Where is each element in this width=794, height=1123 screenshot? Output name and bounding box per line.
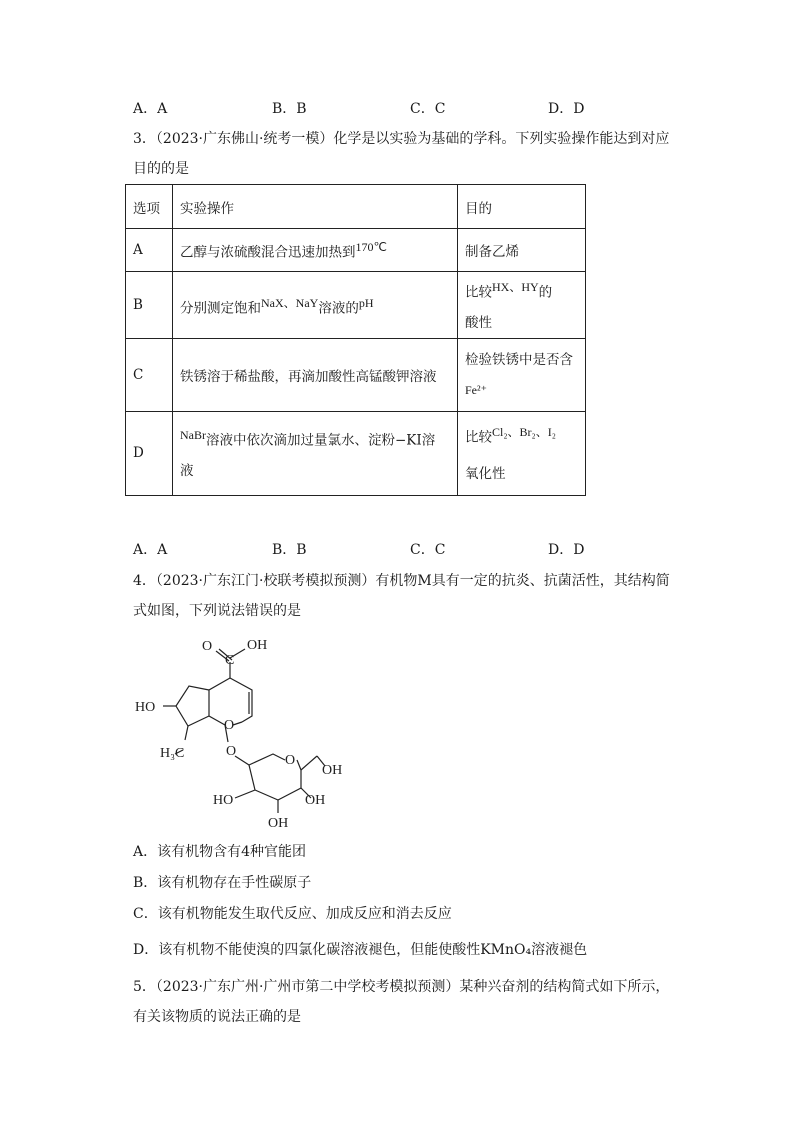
row-b-operation: [173, 272, 458, 339]
q5-stem-line1: 5．（2023·广东广州·广州市第二中学校考模拟预测）某种兴奋剂的结构简式如下所示，: [133, 979, 670, 995]
row-b-option: B: [126, 272, 173, 339]
label-ho-left: HO: [135, 700, 156, 715]
label-c-acid: C: [225, 653, 235, 668]
label-oh-sugar-bottom: OH: [268, 816, 289, 831]
row-d-operation: [173, 411, 458, 495]
prev-option-d: D．D: [548, 101, 585, 117]
label-o-ring: O: [224, 718, 235, 733]
table-row: [126, 229, 586, 272]
row-c-purpose: [458, 338, 586, 411]
row-b-purpose-text: 比较: [465, 284, 492, 301]
table-header-row: [126, 185, 586, 229]
row-d-halogens: Cl₂、Br₂、I₂: [492, 425, 556, 440]
label-oh-top: OH: [247, 638, 268, 653]
q4-structure-diagram: [125, 630, 365, 835]
row-a-operation-text: 乙醇与浓硫酸混合迅速加热到: [180, 244, 356, 261]
row-a-option: A: [126, 229, 173, 272]
row-b-acids: HX、HY: [492, 280, 539, 294]
row-d-operation-text2: 液: [180, 462, 194, 479]
row-b-salts: NaX、NaY: [261, 295, 319, 310]
label-h3c: H₃C: [160, 746, 185, 761]
label-o-link: O: [226, 744, 237, 759]
row-a-operation: [173, 229, 458, 272]
row-c-option: C: [126, 338, 173, 411]
q5-stem-line2: 有关该物质的说法正确的是: [133, 1009, 301, 1025]
table-row: [126, 338, 586, 411]
q4-choice-a: A．该有机物含有4种官能团: [133, 844, 307, 860]
row-d-option: D: [126, 411, 173, 495]
row-a-temperature: 170℃: [355, 239, 387, 254]
row-b-operation-text: 分别测定饱和: [180, 300, 261, 316]
header-purpose: 目的: [458, 185, 586, 229]
row-b-ph: pH: [358, 295, 374, 310]
q4-stem-line2: 式如图，下列说法错误的是: [133, 603, 301, 619]
label-ho-sugar-left: HO: [213, 793, 234, 808]
label-oh-ch2: OH: [322, 763, 343, 778]
q3-option-d: D．D: [548, 542, 585, 558]
header-option: 选项: [126, 185, 173, 229]
q3-option-a: A．A: [133, 542, 168, 558]
prev-option-b: B．B: [272, 101, 307, 117]
table-row: [126, 272, 586, 339]
row-d-nabr: NaBr: [180, 428, 206, 443]
row-d-operation-text: 溶液中依次滴加过量氯水、淀粉−KI溶: [206, 432, 436, 449]
row-a-purpose: 制备乙烯: [458, 229, 586, 272]
table-row: [126, 411, 586, 495]
row-c-ion: Fe²⁺: [465, 382, 487, 397]
prev-option-c: C．C: [410, 101, 446, 117]
q3-option-b: B．B: [272, 542, 307, 558]
prev-option-a: A．A: [133, 101, 168, 117]
header-operation: 实验操作: [173, 185, 458, 229]
row-b-purpose: [458, 272, 586, 339]
row-b-purpose-text3: 酸性: [465, 314, 492, 331]
q4-choice-c: C．该有机物能发生取代反应、加成反应和消去反应: [133, 906, 452, 922]
label-o-carbonyl: O: [202, 639, 213, 654]
q3-experiment-table: [125, 184, 586, 496]
row-d-purpose: [458, 411, 586, 495]
q3-stem-line1: 3．（2023·广东佛山·统考一模）化学是以实验为基础的学科。下列实验操作能达到对应: [133, 131, 670, 147]
label-oh-sugar-right: OH: [305, 793, 326, 808]
q3-stem-line2: 目的的是: [133, 161, 189, 177]
q3-option-c: C．C: [410, 542, 446, 558]
row-c-purpose-text: 检验铁锈中是否含: [465, 351, 573, 368]
row-d-purpose-text: 比较: [465, 429, 492, 446]
row-b-operation-text2: 溶液的: [318, 300, 359, 316]
q4-choice-b: B．该有机物存在手性碳原子: [133, 875, 312, 891]
row-c-operation: 铁锈溶于稀盐酸，再滴加酸性高锰酸钾溶液: [173, 338, 458, 411]
row-d-purpose-text2: 氧化性: [465, 465, 506, 482]
q4-stem-line1: 4．（2023·广东江门·校联考模拟预测）有机物M具有一定的抗炎、抗菌活性，其结构简: [133, 573, 670, 589]
q4-choice-d: D．该有机物不能使溴的四氯化碳溶液褪色，但能使酸性KMnO₄溶液褪色: [133, 942, 588, 958]
row-b-purpose-text2: 的: [538, 284, 553, 301]
label-o-sugar: O: [285, 753, 296, 768]
